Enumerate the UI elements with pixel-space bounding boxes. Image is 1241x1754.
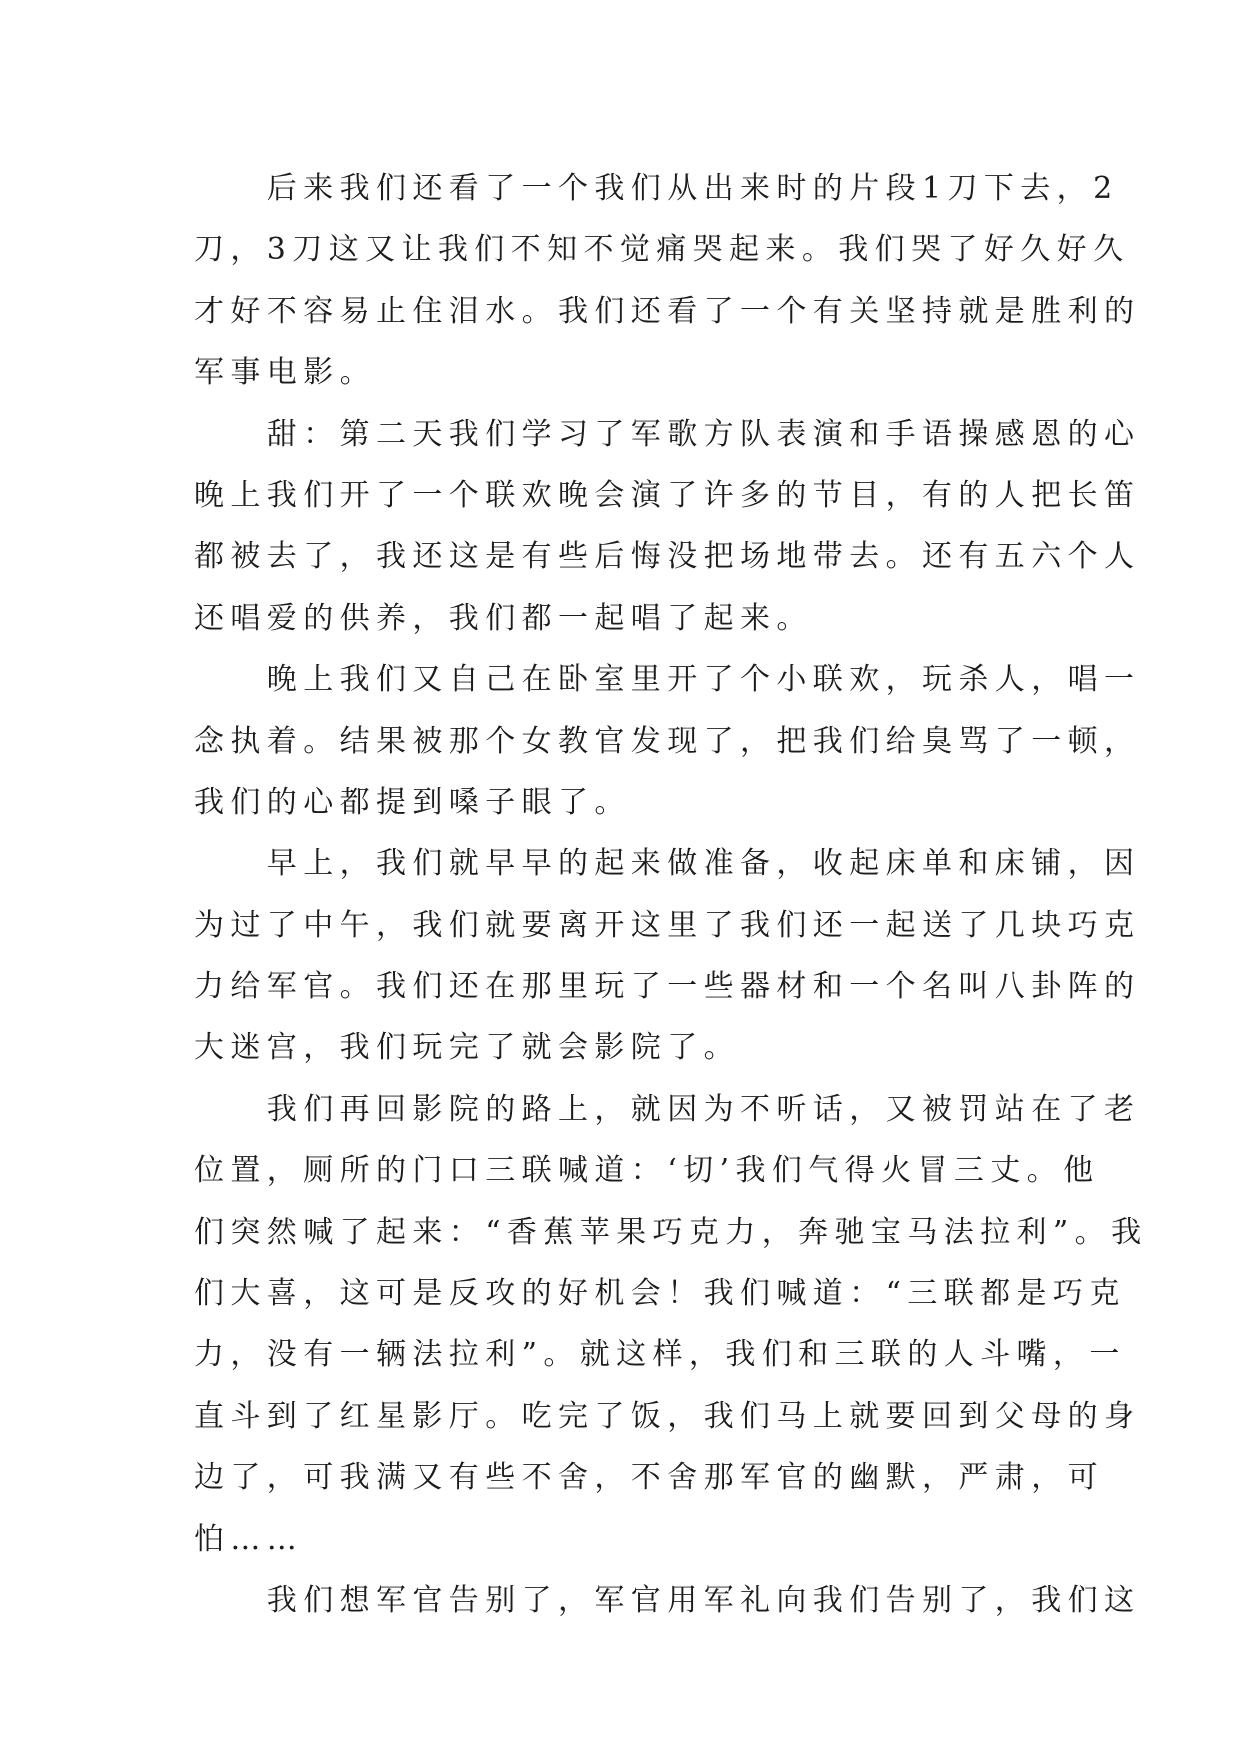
text-line: 还唱爱的供养，我们都一起唱了起来。 <box>194 600 813 636</box>
text-line: 力，没有一辆法拉利”。就这样，我们和三联的人斗嘴，一 <box>194 1337 1126 1373</box>
text-line: 晚上我们又自己在卧室里开了个小联欢，玩杀人，唱一 <box>194 662 1141 698</box>
text-line: 们大喜，这可是反攻的好机会！我们喊道：“三联都是巧克 <box>194 1276 1126 1312</box>
text-line: 怕…… <box>194 1521 304 1557</box>
text-line: 都被去了，我还这是有些后悔没把场地带去。还有五六个人 <box>194 539 1141 575</box>
text-line: 边了，可我满又有些不舍，不舍那军官的幽默，严肃，可 <box>194 1460 1104 1496</box>
text-line: 晚上我们开了一个联欢晚会演了许多的节目，有的人把长笛 <box>194 477 1141 513</box>
text-line: 甜：第二天我们学习了军歌方队表演和手语操感恩的心 <box>194 416 1141 452</box>
text-line: 军事电影。 <box>194 355 376 391</box>
text-line: 我们的心都提到嗓子眼了。 <box>194 784 631 820</box>
text-line: 大迷宫，我们玩完了就会影院了。 <box>194 1030 740 1066</box>
text-line: 位置，厕所的门口三联喊道：‘切’我们气得火冒三丈。他 <box>194 1153 1100 1189</box>
text-line: 们突然喊了起来：“香蕉苹果巧克力，奔驰宝马法拉利”。我 <box>194 1214 1148 1250</box>
text-line: 刀，3刀这又让我们不知不觉痛哭起来。我们哭了好久好久 <box>194 232 1130 268</box>
text-line: 后来我们还看了一个我们从出来时的片段1刀下去，2 <box>194 171 1119 206</box>
text-line: 念执着。结果被那个女教官发现了，把我们给臭骂了一顿， <box>194 723 1141 759</box>
text-line: 早上，我们就早早的起来做准备，收起床单和床铺，因 <box>194 846 1141 882</box>
body-text <box>194 158 1148 1631</box>
text-line: 直斗到了红星影厅。吃完了饭，我们马上就要回到父母的身 <box>194 1398 1141 1434</box>
text-line: 才好不容易止住泪水。我们还看了一个有关坚持就是胜利的 <box>194 293 1141 329</box>
text-line: 我们再回影院的路上，就因为不听话，又被罚站在了老 <box>194 1091 1141 1127</box>
text-line: 我们想军官告别了，军官用军礼向我们告别了，我们这 <box>194 1582 1141 1618</box>
text-line: 力给军官。我们还在那里玩了一些器材和一个名叫八卦阵的 <box>194 969 1141 1005</box>
text-line: 为过了中午，我们就要离开这里了我们还一起送了几块巧克 <box>194 907 1141 943</box>
